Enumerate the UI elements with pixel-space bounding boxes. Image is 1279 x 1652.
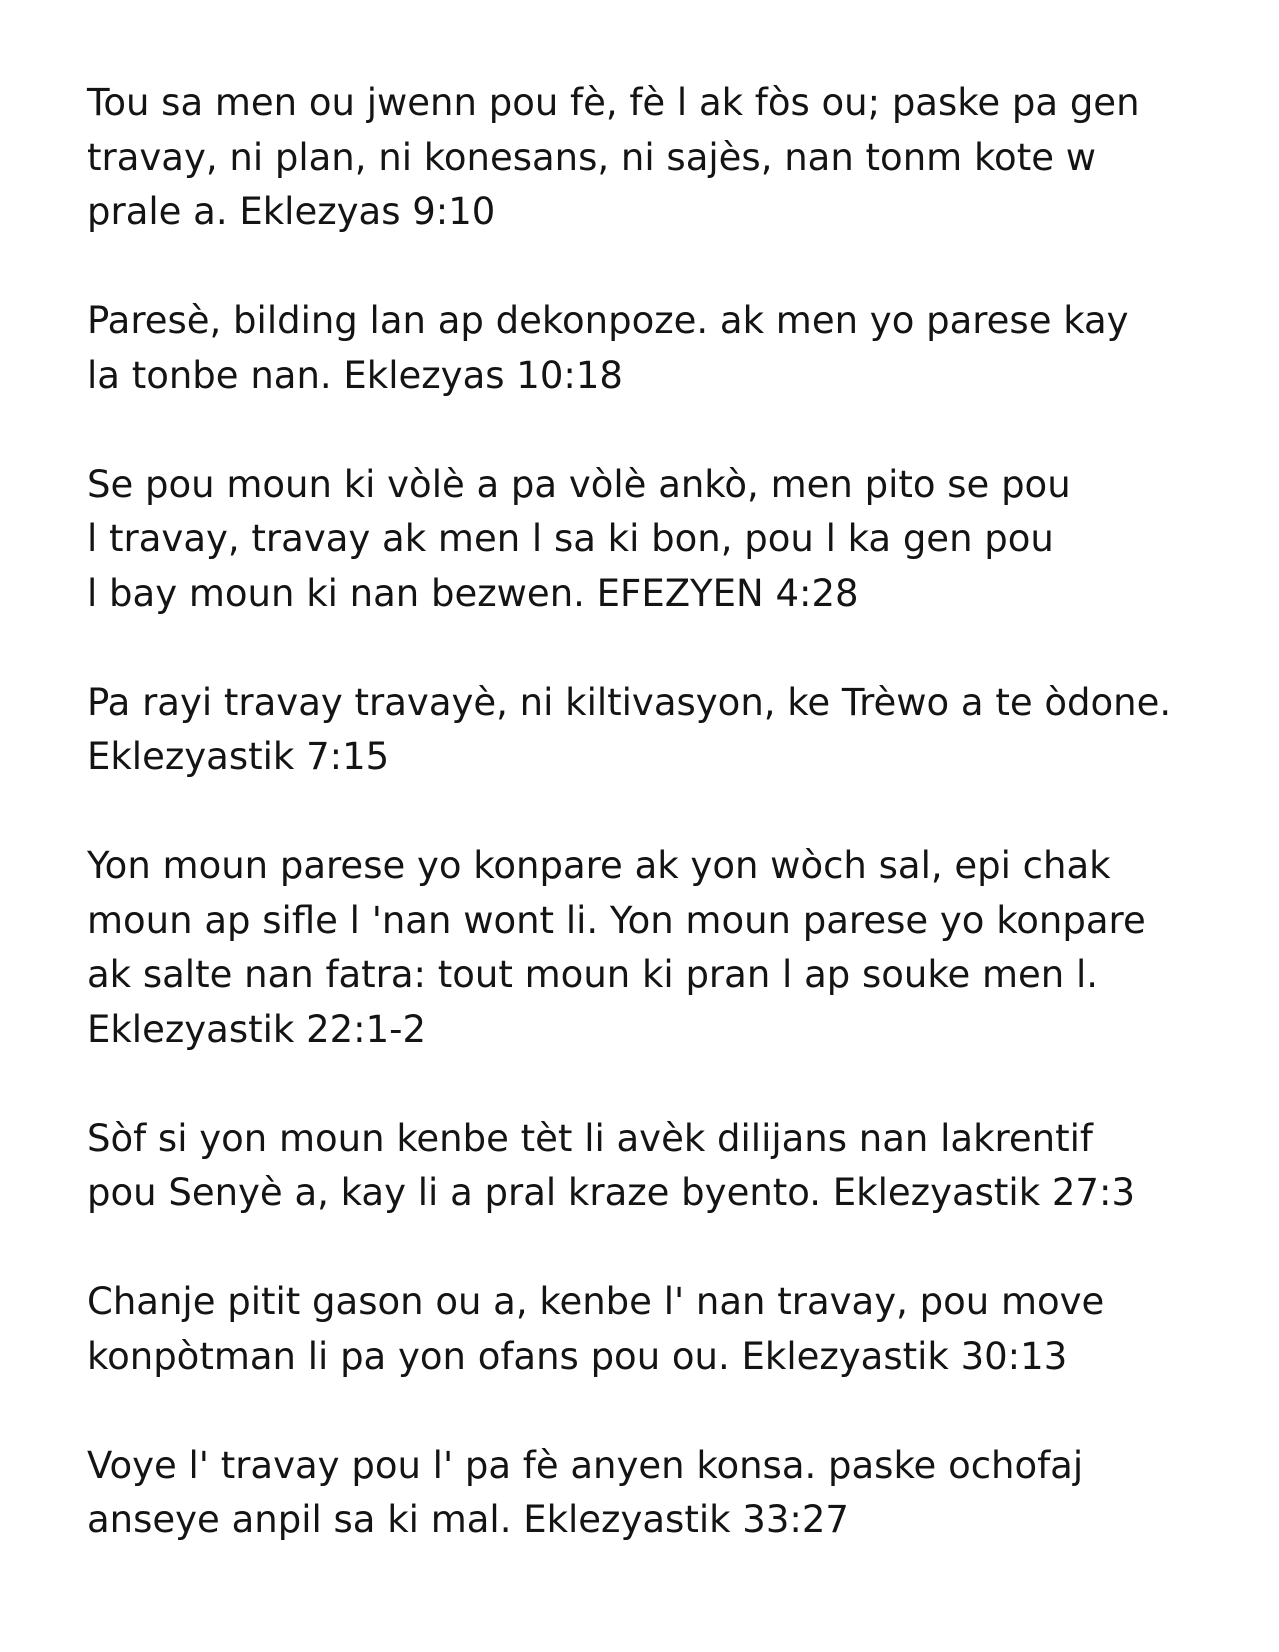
verse-line: prale a. Eklezyas 9:10 — [87, 190, 496, 233]
verse-line: Tou sa men ou jwenn pou fè, fè l ak fòs ou; paske pa gen — [87, 81, 1140, 124]
verse-paragraph — [87, 76, 1267, 240]
verse-line: Sòf si yon moun kenbe tèt li avèk dilijans nan lakrentif — [87, 1116, 1093, 1160]
verse-line: l travay, travay ak men l sa ki bon, pou l ka gen pou — [87, 517, 1054, 560]
verse-line: pou Senyè a, kay li a pral kraze byento. Eklezyastik 27:3 — [87, 1171, 1135, 1214]
verse-paragraph — [87, 1112, 1267, 1221]
verse-line: Yon moun parese yo konpare ak yon wòch sal, epi chak — [87, 844, 1111, 887]
document-page — [87, 76, 1267, 1602]
verse-line: Voye l' travay pou l' pa fè anyen konsa. paske ochofaj — [87, 1443, 1084, 1487]
verse-line: Paresè, bilding lan ap dekonpoze. ak men yo parese kay — [87, 299, 1129, 342]
verse-line: Se pou moun ki vòlè a pa vòlè ankò, men pito se pou — [87, 462, 1071, 506]
verse-line: Eklezyastik 22:1-2 — [87, 1007, 427, 1051]
verse-line: Chanje pitit gason ou a, kenbe l' nan travay, pou move — [87, 1280, 1105, 1323]
verse-paragraph — [87, 676, 1267, 785]
verse-line: moun ap sifle l 'nan wont li. Yon moun parese yo konpare — [87, 898, 1146, 942]
verse-line: ak salte nan fatra: tout moun ki pran l ap souke men l. — [87, 953, 1099, 996]
verse-paragraph — [87, 458, 1267, 622]
verse-line: Eklezyastik 7:15 — [87, 735, 390, 778]
verse-line: konpòtman li pa yon ofans pou ou. Eklezyastik 30:13 — [87, 1334, 1068, 1378]
verse-paragraph — [87, 1275, 1267, 1384]
verse-paragraph — [87, 1439, 1267, 1548]
verse-paragraph — [87, 294, 1267, 403]
verse-paragraph — [87, 839, 1267, 1057]
verse-line: travay, ni plan, ni konesans, ni sajès, nan tonm kote w — [87, 135, 1096, 179]
verse-line: anseye anpil sa ki mal. Eklezyastik 33:27 — [87, 1498, 849, 1541]
verse-line: la tonbe nan. Eklezyas 10:18 — [87, 353, 623, 397]
verse-line: Pa rayi travay travayè, ni kiltivasyon, ke Trèwo a te òdone. — [87, 680, 1172, 724]
verse-line: l bay moun ki nan bezwen. EFEZYEN 4:28 — [87, 571, 859, 615]
